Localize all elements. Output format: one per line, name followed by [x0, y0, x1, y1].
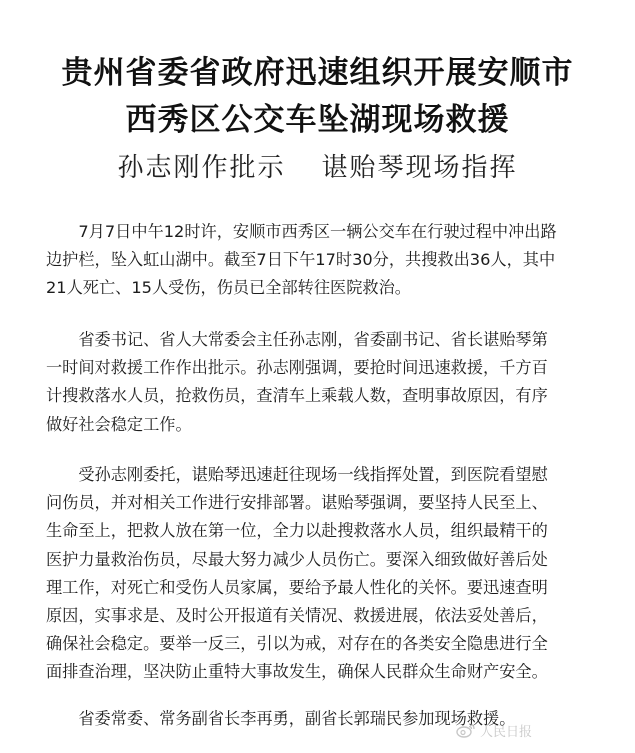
weibo-icon	[456, 722, 476, 738]
paragraph-line: 原因，实事求是、及时公开报道有关情况、救援进展，依法妥处善后，	[46, 606, 548, 626]
paragraph-line: 计搜救落水人员，抢救伤员，查清车上乘载人数，查明事故原因，有序	[46, 386, 548, 406]
paragraph-line: 省委常委、常务副省长李再勇，副省长郭瑞民参加现场救援。	[46, 709, 516, 728]
paragraph-2	[46, 326, 606, 439]
subhead-left: 孙志刚作批示	[117, 153, 286, 183]
paragraph-line: 问伤员，并对相关工作进行安排部署。谌贻琴强调，要坚持人民至上、	[46, 493, 548, 513]
paragraph-line: 省委书记、省人大常委会主任孙志刚，省委副书记、省长谌贻琴第	[46, 330, 548, 349]
paragraph-line: 21人死亡、15人受伤，伤员已全部转往医院救治。	[46, 278, 411, 298]
paragraph-line: 确保社会稳定。要举一反三，引以为戒，对存在的各类安全隐患进行全	[46, 634, 548, 654]
paragraph-line: 面排查治理，坚决防止重特大事故发生，确保人民群众生命财产安全。	[46, 662, 548, 682]
paragraph-line: 做好社会稳定工作。	[46, 414, 192, 434]
paragraph-line: 医护力量救治伤员，尽最大努力减少人员伤亡。要深入细致做好善后处	[46, 549, 548, 569]
paragraph-line: 理工作，对死亡和受伤人员家属，要给予最人性化的关怀。要迅速查明	[46, 577, 548, 597]
weibo-watermark	[456, 718, 576, 742]
paragraph-line: 一时间对救援工作作出批示。孙志刚强调，要抢时间迅速救援，千方百	[46, 358, 548, 378]
watermark-text: 人民日报	[480, 724, 533, 740]
headline-line-1: 贵州省委省政府迅速组织开展安顺市	[61, 55, 574, 91]
paragraph-line: 7月7日中午12时许，安顺市西秀区一辆公交车在行驶过程中冲出路	[46, 222, 557, 241]
subheadline	[0, 152, 635, 184]
paragraph-3	[46, 461, 606, 687]
paragraph-line: 受孙志刚委托，谌贻琴迅速赶往现场一线指挥处置，到医院看望慰	[46, 465, 548, 484]
subhead-right: 谌贻琴现场指挥	[321, 153, 518, 183]
paragraph-line: 边护栏，坠入虹山湖中。截至7日下午17时30分，共搜救出36人，其中	[46, 250, 556, 270]
paragraph-line: 生命至上，把救人放在第一位，全力以赴搜救落水人员，组织最精干的	[46, 521, 548, 541]
headline-line-2: 西秀区公交车坠湖现场救援	[125, 102, 510, 138]
paragraph-1	[46, 218, 606, 303]
